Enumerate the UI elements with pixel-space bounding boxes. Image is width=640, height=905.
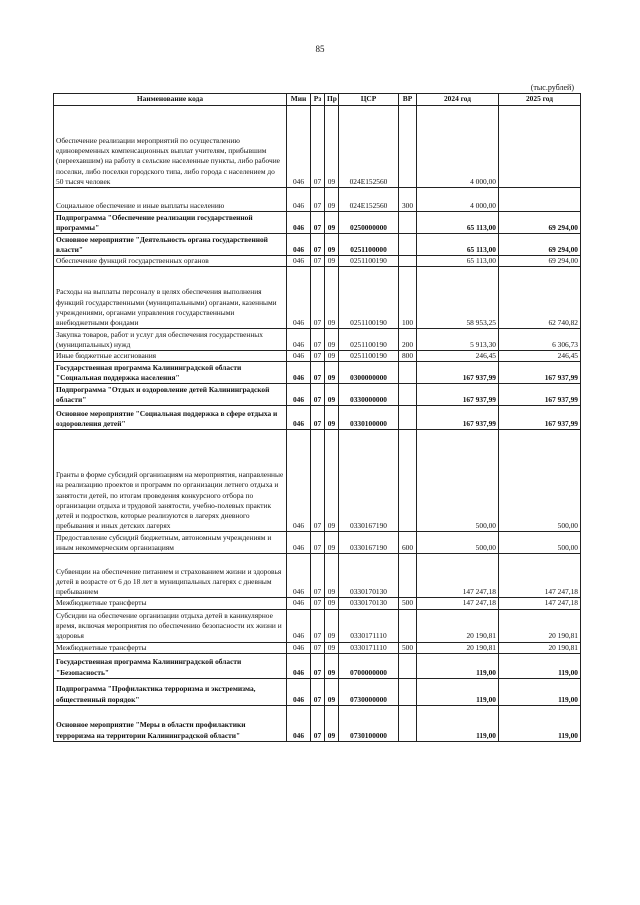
- cell-2025: [499, 106, 581, 188]
- cell-name: Иные бюджетные ассигнования: [54, 351, 287, 362]
- cell-name: Расходы на выплаты персоналу в целях обеспечения выполнения функций государственными (муниципальными) органами, казенными учреждениями, органами управления государственными внебюджетными фондами: [54, 267, 287, 329]
- cell-vr: 100: [399, 267, 417, 329]
- cell-csr: 0251100190: [339, 267, 399, 329]
- cell-rz: 07: [311, 430, 325, 532]
- cell-min: 046: [287, 188, 311, 212]
- cell-2025: 147 247,18: [499, 598, 581, 609]
- cell-min: 046: [287, 212, 311, 234]
- page-number: 85: [315, 44, 325, 54]
- cell-csr: 0330170130: [339, 554, 399, 598]
- table-row: [54, 678, 581, 705]
- cell-name: Гранты в форме субсидий организациям на мероприятия, направленные на реализацию проектов и программ по организации летнего отдыха и занятости детей, по итогам проведения конкурсного отбора по организации отдыха и трудовой занятости, учебно-полевых практик детей и подростков, которые реализуются в лагерях дневного пребывания и иных детских лагерях: [54, 430, 287, 532]
- cell-pr: 09: [325, 384, 339, 406]
- cell-vr: [399, 256, 417, 267]
- table-row: [54, 384, 581, 406]
- cell-csr: 0300000000: [339, 362, 399, 384]
- header-csr: ЦСР: [339, 94, 399, 106]
- cell-vr: 800: [399, 351, 417, 362]
- cell-pr: 09: [325, 267, 339, 329]
- cell-vr: 500: [399, 642, 417, 653]
- cell-2024: 20 190,81: [417, 609, 499, 642]
- cell-min: 046: [287, 406, 311, 430]
- cell-name: Подпрограмма "Обеспечение реализации государственной программы": [54, 212, 287, 234]
- cell-name: Основное мероприятие "Деятельность органа государственной власти": [54, 234, 287, 256]
- cell-rz: 07: [311, 234, 325, 256]
- cell-pr: 09: [325, 554, 339, 598]
- cell-min: 046: [287, 234, 311, 256]
- cell-2025: 20 190,81: [499, 609, 581, 642]
- cell-2025: 147 247,18: [499, 554, 581, 598]
- cell-2024: 119,00: [417, 705, 499, 741]
- cell-2025: 119,00: [499, 678, 581, 705]
- cell-rz: 07: [311, 653, 325, 678]
- cell-2024: 500,00: [417, 430, 499, 532]
- cell-vr: [399, 430, 417, 532]
- cell-rz: 07: [311, 188, 325, 212]
- cell-2025: 119,00: [499, 653, 581, 678]
- cell-rz: 07: [311, 351, 325, 362]
- cell-csr: 0330167190: [339, 430, 399, 532]
- cell-2025: 167 937,99: [499, 384, 581, 406]
- cell-min: 046: [287, 384, 311, 406]
- cell-min: 046: [287, 430, 311, 532]
- cell-vr: [399, 705, 417, 741]
- cell-vr: 600: [399, 532, 417, 554]
- cell-pr: 09: [325, 362, 339, 384]
- cell-min: 046: [287, 609, 311, 642]
- cell-2025: 167 937,99: [499, 406, 581, 430]
- cell-rz: 07: [311, 705, 325, 741]
- cell-rz: 07: [311, 678, 325, 705]
- cell-2024: 119,00: [417, 678, 499, 705]
- cell-2025: 500,00: [499, 532, 581, 554]
- cell-rz: 07: [311, 532, 325, 554]
- table-row: [54, 329, 581, 351]
- cell-min: 046: [287, 256, 311, 267]
- table-row: [54, 554, 581, 598]
- cell-rz: 07: [311, 329, 325, 351]
- cell-pr: 09: [325, 678, 339, 705]
- cell-name: Подпрограмма "Отдых и оздоровление детей Калининградской области": [54, 384, 287, 406]
- table-row: [54, 212, 581, 234]
- cell-vr: 300: [399, 188, 417, 212]
- cell-2025: 69 294,00: [499, 234, 581, 256]
- cell-2024: 500,00: [417, 532, 499, 554]
- header-2024: 2024 год: [417, 94, 499, 106]
- cell-rz: 07: [311, 212, 325, 234]
- cell-csr: 0330000000: [339, 384, 399, 406]
- cell-pr: 09: [325, 609, 339, 642]
- cell-2024: 147 247,18: [417, 554, 499, 598]
- cell-2024: 4 000,00: [417, 188, 499, 212]
- cell-csr: 0330167190: [339, 532, 399, 554]
- unit-label: (тыс.рублей): [530, 83, 574, 92]
- cell-pr: 09: [325, 598, 339, 609]
- table-row: [54, 406, 581, 430]
- cell-rz: 07: [311, 106, 325, 188]
- cell-csr: 0700000000: [339, 653, 399, 678]
- header-vr: ВР: [399, 94, 417, 106]
- table-row: [54, 362, 581, 384]
- table-row: [54, 234, 581, 256]
- cell-min: 046: [287, 329, 311, 351]
- cell-name: Государственная программа Калининградской области "Социальная поддержка населения": [54, 362, 287, 384]
- header-rz: Рз: [311, 94, 325, 106]
- cell-name: Государственная программа Калининградской области "Безопасность": [54, 653, 287, 678]
- cell-2024: 65 113,00: [417, 212, 499, 234]
- cell-vr: 200: [399, 329, 417, 351]
- cell-pr: 09: [325, 705, 339, 741]
- cell-2025: 246,45: [499, 351, 581, 362]
- cell-2025: 20 190,81: [499, 642, 581, 653]
- cell-csr: 0730100000: [339, 705, 399, 741]
- cell-2024: 4 000,00: [417, 106, 499, 188]
- cell-pr: 09: [325, 212, 339, 234]
- cell-csr: 0250000000: [339, 212, 399, 234]
- cell-pr: 09: [325, 642, 339, 653]
- cell-2025: [499, 188, 581, 212]
- cell-pr: 09: [325, 329, 339, 351]
- cell-min: 046: [287, 267, 311, 329]
- cell-rz: 07: [311, 267, 325, 329]
- cell-vr: [399, 406, 417, 430]
- cell-2024: 167 937,99: [417, 406, 499, 430]
- cell-pr: 09: [325, 351, 339, 362]
- cell-min: 046: [287, 106, 311, 188]
- cell-name: Обеспечение функций государственных органов: [54, 256, 287, 267]
- header-min: Мин: [287, 94, 311, 106]
- budget-table: [53, 93, 581, 742]
- cell-name: Закупка товаров, работ и услуг для обеспечения государственных (муниципальных) нужд: [54, 329, 287, 351]
- table-row: [54, 653, 581, 678]
- table-row: [54, 256, 581, 267]
- cell-csr: 0330100000: [339, 406, 399, 430]
- cell-pr: 09: [325, 653, 339, 678]
- cell-2025: 500,00: [499, 430, 581, 532]
- table-row: [54, 598, 581, 609]
- cell-min: 046: [287, 653, 311, 678]
- cell-name: Межбюджетные трансферты: [54, 642, 287, 653]
- table-row: [54, 188, 581, 212]
- cell-2025: 69 294,00: [499, 256, 581, 267]
- cell-2024: 65 113,00: [417, 256, 499, 267]
- table-row: [54, 609, 581, 642]
- cell-min: 046: [287, 642, 311, 653]
- cell-rz: 07: [311, 642, 325, 653]
- cell-pr: 09: [325, 532, 339, 554]
- table-row: [54, 430, 581, 532]
- cell-csr: 0330171110: [339, 609, 399, 642]
- cell-pr: 09: [325, 234, 339, 256]
- header-pr: Пр: [325, 94, 339, 106]
- cell-min: 046: [287, 532, 311, 554]
- cell-csr: 0330171110: [339, 642, 399, 653]
- cell-2024: 119,00: [417, 653, 499, 678]
- header-name: Наименование кода: [54, 94, 287, 106]
- cell-rz: 07: [311, 609, 325, 642]
- cell-min: 046: [287, 598, 311, 609]
- cell-pr: 09: [325, 430, 339, 532]
- cell-name: Межбюджетные трансферты: [54, 598, 287, 609]
- cell-min: 046: [287, 362, 311, 384]
- cell-2024: 65 113,00: [417, 234, 499, 256]
- cell-csr: 0330170130: [339, 598, 399, 609]
- cell-2025: 62 740,82: [499, 267, 581, 329]
- cell-2024: 20 190,81: [417, 642, 499, 653]
- cell-rz: 07: [311, 598, 325, 609]
- cell-2025: 167 937,99: [499, 362, 581, 384]
- table-row: [54, 267, 581, 329]
- table-row: [54, 705, 581, 741]
- cell-vr: [399, 212, 417, 234]
- cell-vr: [399, 384, 417, 406]
- cell-vr: [399, 609, 417, 642]
- cell-rz: 07: [311, 384, 325, 406]
- table-body: [54, 106, 581, 742]
- cell-rz: 07: [311, 362, 325, 384]
- cell-name: Основное мероприятие "Социальная поддержка в сфере отдыха и оздоровления детей": [54, 406, 287, 430]
- cell-2025: 6 306,73: [499, 329, 581, 351]
- cell-min: 046: [287, 705, 311, 741]
- cell-min: 046: [287, 678, 311, 705]
- cell-vr: [399, 653, 417, 678]
- cell-2025: 69 294,00: [499, 212, 581, 234]
- header-2025: 2025 год: [499, 94, 581, 106]
- cell-vr: [399, 234, 417, 256]
- table-row: [54, 532, 581, 554]
- cell-name: Субсидии на обеспечение организации отдыха детей в каникулярное время, включая мероприятия по обеспечению безопасности их жизни и здоровья: [54, 609, 287, 642]
- header-row: [54, 94, 581, 106]
- cell-vr: [399, 678, 417, 705]
- cell-vr: [399, 554, 417, 598]
- cell-2024: 58 953,25: [417, 267, 499, 329]
- cell-name: Предоставление субсидий бюджетным, автономным учреждениям и иным некоммерческим организациям: [54, 532, 287, 554]
- cell-name: Основное мероприятие "Меры в области профилактики терроризма на территории Калининградской области": [54, 705, 287, 741]
- cell-pr: 09: [325, 188, 339, 212]
- cell-pr: 09: [325, 256, 339, 267]
- cell-min: 046: [287, 554, 311, 598]
- cell-name: Подпрограмма "Профилактика терроризма и экстремизма, общественный порядок": [54, 678, 287, 705]
- cell-vr: 500: [399, 598, 417, 609]
- cell-2025: 119,00: [499, 705, 581, 741]
- cell-2024: 167 937,99: [417, 362, 499, 384]
- cell-csr: 0730000000: [339, 678, 399, 705]
- cell-rz: 07: [311, 256, 325, 267]
- cell-name: Обеспечение реализации мероприятий по осуществлению единовременных компенсационных выплат учителям, прибывшим (переехавшим) на работу в сельские населенные пункты, либо рабочие поселки, либо поселки городского типа, либо города с населением до 50 тысяч человек: [54, 106, 287, 188]
- cell-vr: [399, 362, 417, 384]
- cell-csr: 0251100190: [339, 329, 399, 351]
- cell-2024: 147 247,18: [417, 598, 499, 609]
- cell-name: Социальное обеспечение и иные выплаты населению: [54, 188, 287, 212]
- cell-rz: 07: [311, 406, 325, 430]
- cell-2024: 5 913,30: [417, 329, 499, 351]
- cell-pr: 09: [325, 406, 339, 430]
- cell-csr: 024E152560: [339, 106, 399, 188]
- cell-pr: 09: [325, 106, 339, 188]
- cell-csr: 0251100190: [339, 351, 399, 362]
- cell-name: Субвенции на обеспечение питанием и страхованием жизни и здоровья детей в возрасте от 6 до 18 лет в муниципальных лагерях с дневным пребыванием: [54, 554, 287, 598]
- cell-csr: 024E152560: [339, 188, 399, 212]
- cell-vr: [399, 106, 417, 188]
- cell-2024: 167 937,99: [417, 384, 499, 406]
- cell-csr: 0251100190: [339, 256, 399, 267]
- table-row: [54, 642, 581, 653]
- table-row: [54, 106, 581, 188]
- cell-csr: 0251100000: [339, 234, 399, 256]
- table-row: [54, 351, 581, 362]
- cell-rz: 07: [311, 554, 325, 598]
- cell-2024: 246,45: [417, 351, 499, 362]
- cell-min: 046: [287, 351, 311, 362]
